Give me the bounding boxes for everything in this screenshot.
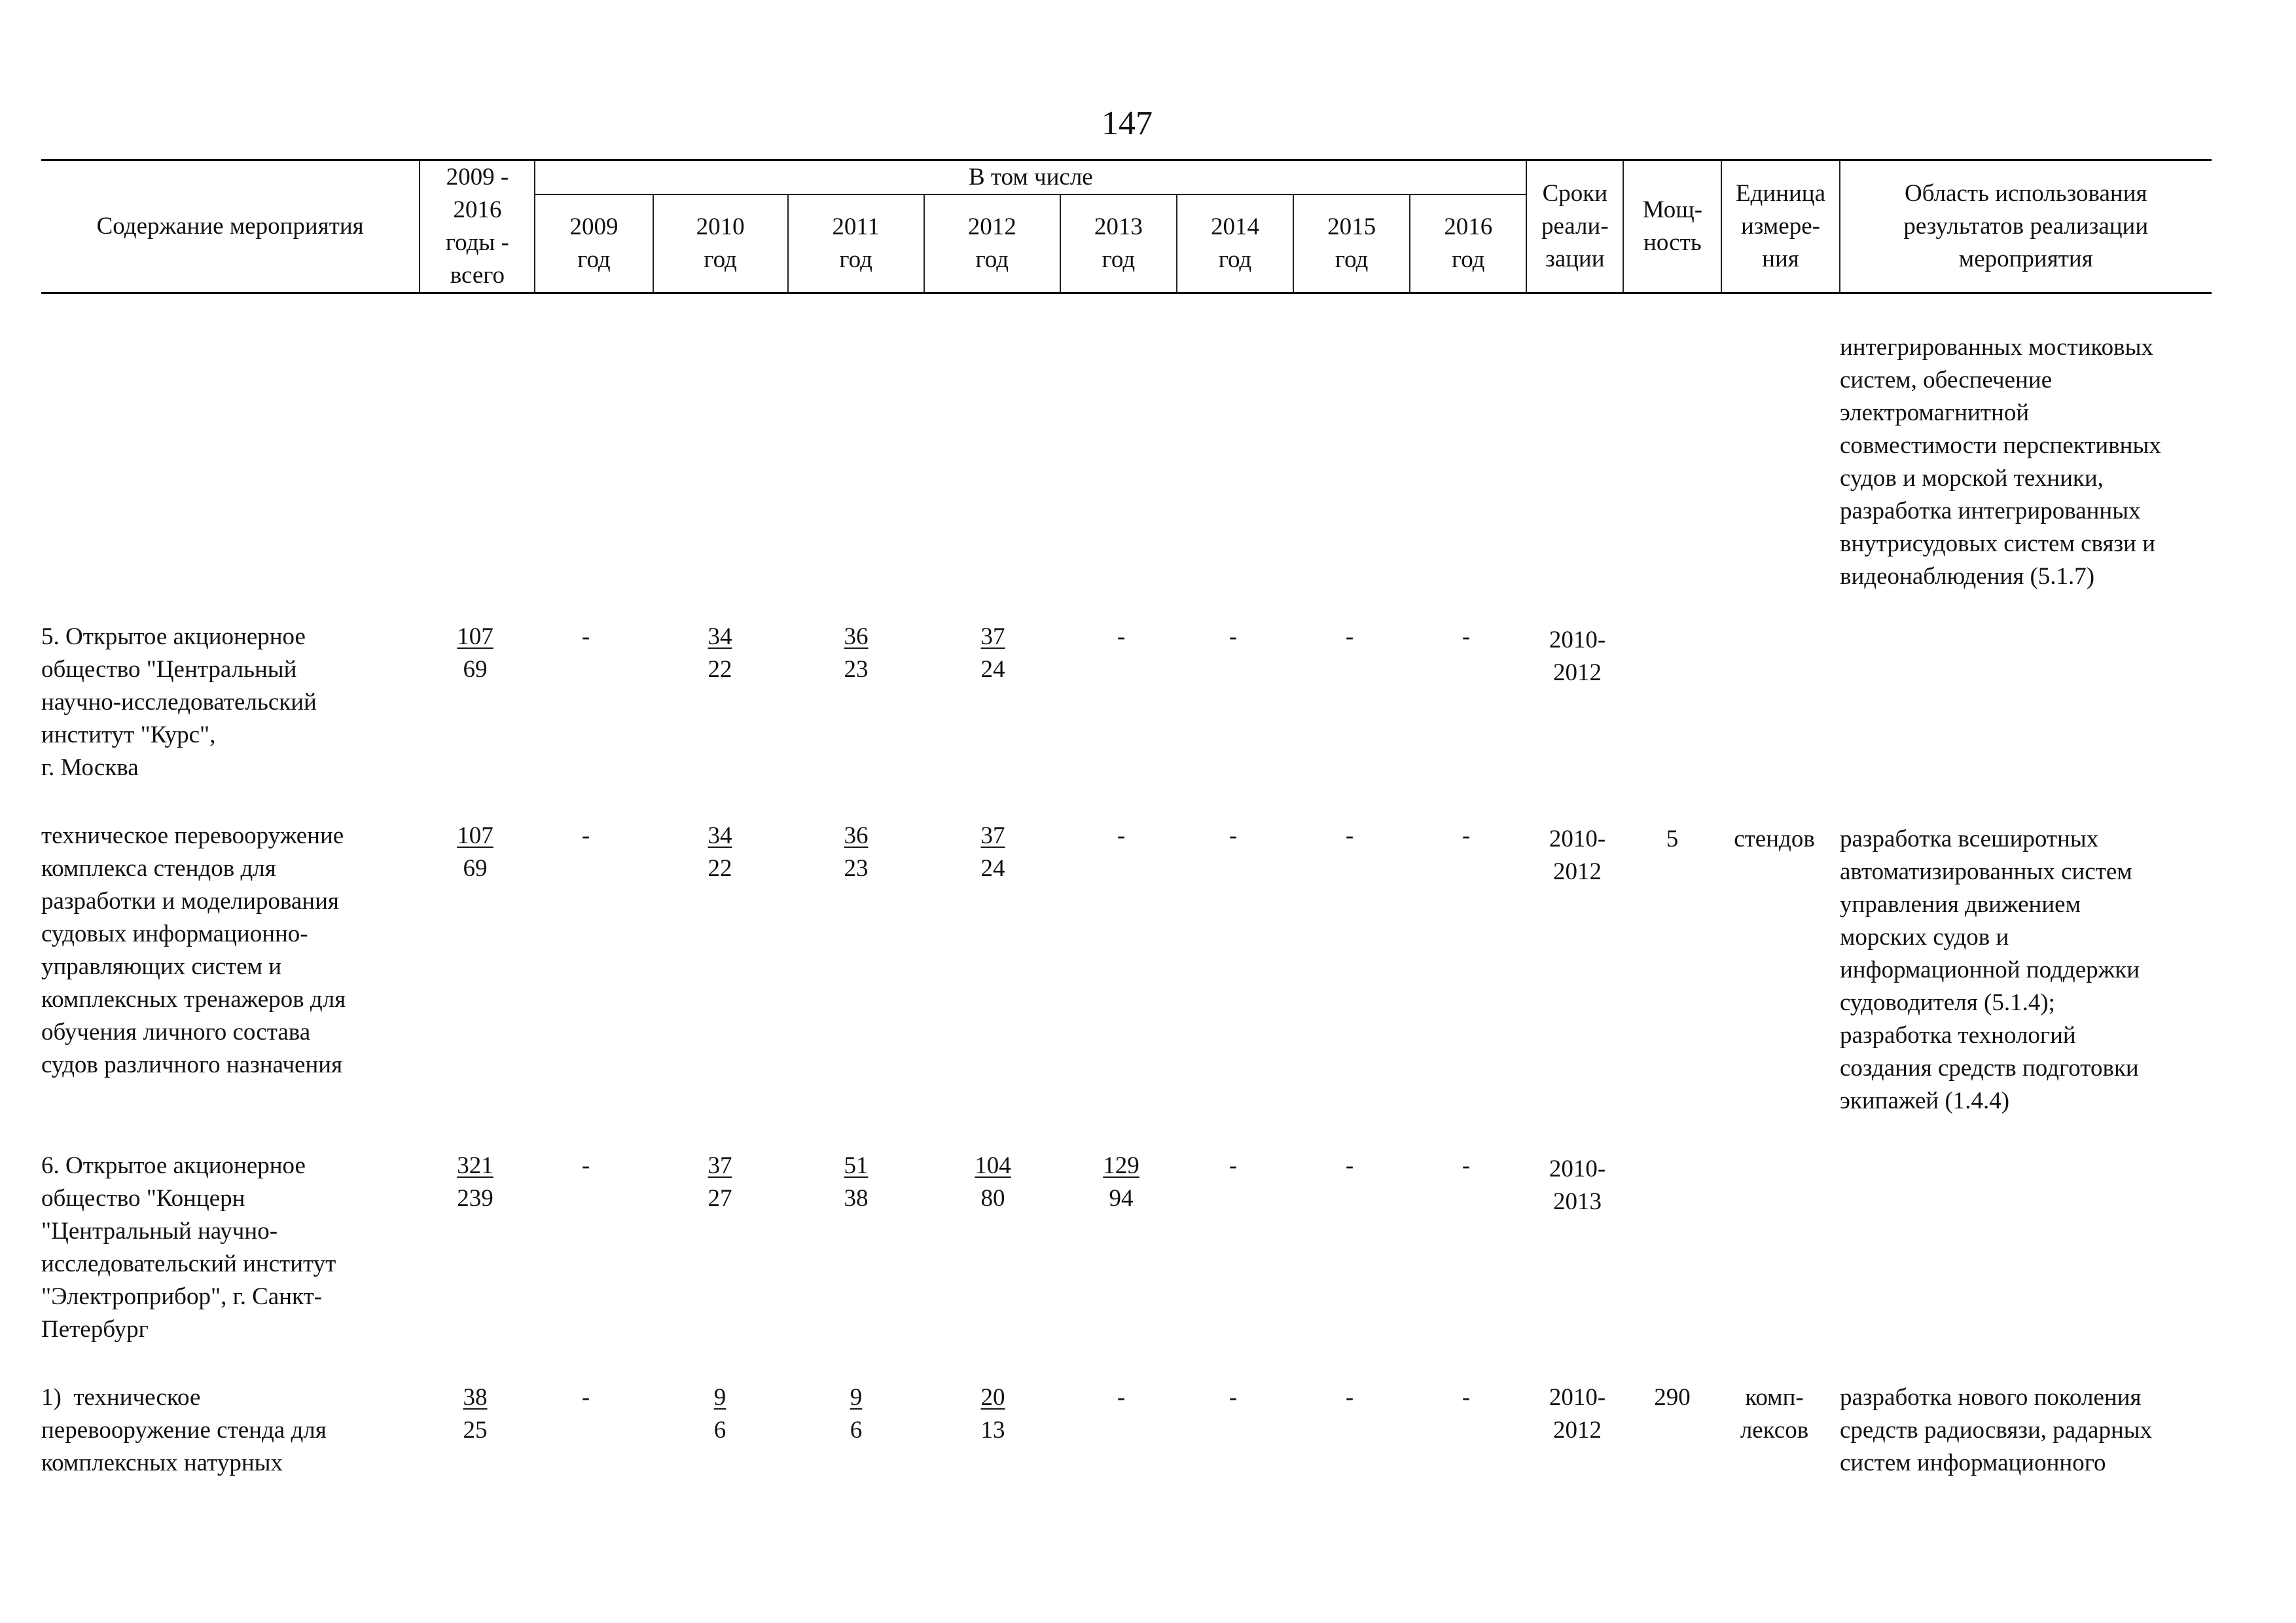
row-total: 321 239: [457, 1152, 493, 1212]
row-y2009: -: [581, 822, 590, 849]
header-year-2013: 2013 год: [1060, 194, 1177, 293]
row-y2010: 34 22: [708, 623, 732, 683]
row-y2010: 37 27: [708, 1152, 732, 1212]
header-terms: Сроки реали- зации: [1526, 160, 1623, 293]
row-y2010: 9 6: [713, 1384, 726, 1444]
row-y2015: -: [1345, 623, 1354, 650]
row-y2009: -: [581, 1384, 590, 1411]
row-y2009: -: [581, 1152, 590, 1179]
row-y2015: -: [1345, 822, 1354, 849]
row-area: разработка нового поколения средств радиосвязи, радарных систем информационного: [1840, 1384, 2153, 1476]
row-y2014: -: [1229, 822, 1238, 849]
header-total: 2009 - 2016 годы - всего: [420, 160, 535, 293]
header-year-2012: 2012 год: [924, 194, 1060, 293]
row-capacity: 5: [1666, 826, 1679, 852]
header-capacity: Мощ- ность: [1623, 160, 1721, 293]
header-year-2015: 2015 год: [1293, 194, 1410, 293]
header-unit: Единица измере- ния: [1721, 160, 1839, 293]
row-name: 1) техническое перевооружение стенда для комплексных натурных: [41, 1384, 327, 1476]
row-y2011: 36 23: [844, 623, 869, 683]
header-year-2010: 2010 год: [653, 194, 788, 293]
row-y2012: 20 13: [980, 1384, 1005, 1444]
row-y2012: 37 24: [980, 623, 1005, 683]
row-total: 107 69: [457, 623, 493, 683]
row-total: 107 69: [457, 822, 493, 882]
row-y2014: -: [1229, 1152, 1238, 1179]
page-number: 147: [1102, 105, 1153, 142]
row-y2014: -: [1229, 623, 1238, 650]
row-y2014: -: [1229, 1384, 1238, 1411]
row-terms: 2010- 2012: [1549, 627, 1606, 686]
row-capacity: 290: [1654, 1384, 1691, 1411]
header-area: Область использования результатов реализации мероприятия: [1840, 160, 2212, 293]
row-y2012: 37 24: [980, 822, 1005, 882]
row-unit: стендов: [1734, 826, 1815, 852]
header-including: В том числе: [535, 160, 1526, 195]
row-y2016: -: [1462, 1384, 1471, 1411]
header-content: Содержание мероприятия: [41, 160, 420, 293]
row-y2016: -: [1462, 623, 1471, 650]
row-y2015: -: [1345, 1384, 1354, 1411]
row-y2015: -: [1345, 1152, 1354, 1179]
row-y2016: -: [1462, 822, 1471, 849]
header-year-2011: 2011 год: [788, 194, 924, 293]
row-terms: 2010- 2012: [1549, 1384, 1606, 1444]
row-y2012: 104 80: [975, 1152, 1011, 1212]
row-y2013: 129 94: [1103, 1152, 1139, 1212]
header-year-2009: 2009 год: [535, 194, 653, 293]
row-y2009: -: [581, 623, 590, 650]
row-total: 38 25: [463, 1384, 488, 1444]
header-year-2016: 2016 год: [1410, 194, 1526, 293]
row-y2010: 34 22: [708, 822, 732, 882]
table-header: [41, 159, 2212, 294]
header-year-2014: 2014 год: [1177, 194, 1293, 293]
continuation-area: интегрированных мостиковых систем, обеспечение электромагнитной совместимости перспективных судов и морской техники, разработка интегрированных внутрисудовых систем связи и видеонаблюдения (5.1.7): [1840, 334, 2161, 590]
row-name: 5. Открытое акционерное общество "Центральный научно-исследовательский институт "Курс", г. Москва: [41, 623, 317, 781]
row-area: разработка всеширотных автоматизированных систем управления движением морских судов и информационной поддержки судоводителя (5.1.4); разработка технологий создания средств подготовки экипажей (1.4.4): [1840, 826, 2140, 1114]
row-y2013: -: [1117, 1384, 1126, 1411]
row-name: техническое перевооружение комплекса стендов для разработки и моделирования судовых информационно- управляющих систем и комплексных тренажеров для обучения личного состава судов различного назначения: [41, 822, 346, 1078]
row-terms: 2010- 2012: [1549, 826, 1606, 885]
row-unit: комп- лексов: [1740, 1384, 1809, 1444]
row-y2011: 51 38: [844, 1152, 869, 1212]
row-y2016: -: [1462, 1152, 1471, 1179]
row-name: 6. Открытое акционерное общество "Концерн "Центральный научно- исследовательский институт "Электроприбор", г. Санкт- Петербург: [41, 1152, 336, 1343]
row-y2013: -: [1117, 822, 1126, 849]
row-y2011: 9 6: [850, 1384, 863, 1444]
row-terms: 2010- 2013: [1549, 1156, 1606, 1215]
row-y2013: -: [1117, 623, 1126, 650]
row-y2011: 36 23: [844, 822, 869, 882]
